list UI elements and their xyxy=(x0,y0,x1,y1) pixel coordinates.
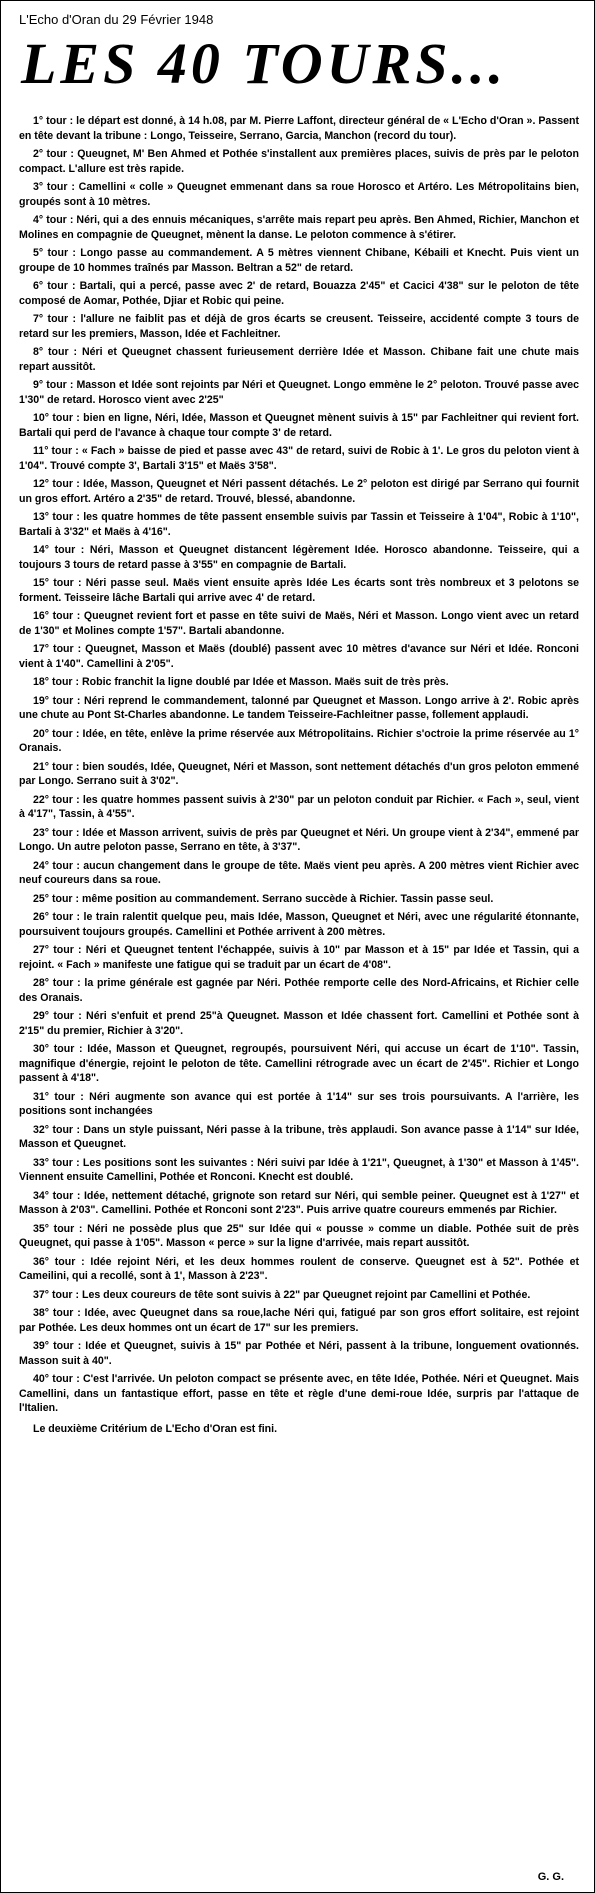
lap-paragraph: 27° tour : Néri et Queugnet tentent l'échappée, suivis à 10" par Masson et à 15" par Idée et Tassin, qui a rejoint. « Fach » manifeste une fatigue qui se traduit par un écart de 4'08". xyxy=(19,944,579,971)
lap-paragraph: 37° tour : Les deux coureurs de tête sont suivis à 22" par Queugnet rejoint par Camellini et Pothée. xyxy=(33,1288,531,1301)
headline: LES 40 TOURS... xyxy=(21,31,507,96)
source-line: L'Echo d'Oran du 29 Février 1948 xyxy=(19,12,214,27)
lap-paragraph: 35° tour : Néri ne possède plus que 25" sur Idée qui « pousse » comme un diable. Pothée suit de près Queugnet, qui passe à 1'05". Masson « perce » sur la ligne d'arrivée, mais repart aussitôt. xyxy=(19,1222,579,1249)
lap-paragraph: 25° tour : même position au commandement. Serrano succède à Richier. Tassin passe seul. xyxy=(33,892,494,905)
lap-paragraph: 16° tour : Queugnet revient fort et passe en tête suivi de Maës, Néri et Masson. Longo vient avec un retard de 1'30" et Molines compte 1'57". Bartali abandonne. xyxy=(19,610,579,637)
lap-paragraph: 17° tour : Queugnet, Masson et Maës (doublé) passent avec 10 mètres d'avance sur Néri et Idée. Ronconi vient à 1'40". Camellini à 2'05". xyxy=(19,643,579,670)
lap-paragraph: 24° tour : aucun changement dans le groupe de tête. Maës vient peu après. A 200 mètres vient Richier avec neuf coureurs dans sa roue. xyxy=(19,859,579,886)
lap-paragraph: 21° tour : bien soudés, Idée, Queugnet, Néri et Masson, sont nettement détachés d'un gros peloton emmené par Longo. Serrano suit à 3'02". xyxy=(19,760,579,787)
lap-paragraph: 20° tour : Idée, en tête, enlève la prime réservée aux Métropolitains. Richier s'octroie la prime réservée au 1° Oranais. xyxy=(19,727,579,754)
lap-paragraph: 6° tour : Bartali, qui a percé, passe avec 2' de retard, Bouazza 2'45" et Cacici 4'38" sur le peloton de tête composé de Aomar, Pothée, Djiar et Robic qui peine. xyxy=(19,280,579,307)
lap-paragraph: 33° tour : Les positions sont les suivantes : Néri suivi par Idée à 1'21", Queugnet, à 1'30" et Masson à 1'45". Viennent ensuite Camellini, Pothée et Ronconi. Knecht est doublé. xyxy=(19,1156,579,1183)
lap-paragraph: 40° tour : C'est l'arrivée. Un peloton compact se présente avec, en tête Idée, Pothée. Néri et Queugnet. Mais Camellini, dans un fantastique effort, passe en tête et règle d'une demi-roue Idée, surpris par l'attaque de l'Italien. xyxy=(19,1373,579,1414)
lap-paragraph: 36° tour : Idée rejoint Néri, et les deux hommes roulent de conserve. Queugnet est à 52". Pothée et Cameilini, qui a recollé, sont à 1', Masson à 2'23". xyxy=(19,1255,579,1282)
lap-paragraph: 8° tour : Néri et Queugnet chassent furieusement derrière Idée et Masson. Chibane fait une chute mais repart aussitôt. xyxy=(19,346,579,373)
lap-paragraph: 12° tour : Idée, Masson, Queugnet et Néri passent détachés. Le 2° peloton est dirigé par Serrano qui fournit un gros effort. Artéro a 2'35" de retard. Trouvé, blessé, abandonne. xyxy=(19,478,579,505)
lap-paragraph: 38° tour : Idée, avec Queugnet dans sa roue,lache Néri qui, fatigué par son gros effort solitaire, est rejoint par Pothée. Les deux hommes ont un écart de 17" sur les premiers. xyxy=(19,1307,579,1334)
closing-line: Le deuxième Critérium de L'Echo d'Oran est fini. xyxy=(33,1422,278,1435)
lap-paragraph: 13° tour : les quatre hommes de tête passent ensemble suivis par Tassin et Teisseire à 1'04", Robic à 1'10", Bartali à 3'32" et Maës à 4'16". xyxy=(19,511,579,538)
lap-paragraph: 39° tour : Idée et Queugnet, suivis à 15" par Pothée et Néri, passent à la tribune, longuement ovationnés. Masson suit à 40". xyxy=(19,1340,579,1367)
lap-paragraph: 4° tour : Néri, qui a des ennuis mécaniques, s'arrête mais repart peu après. Ben Ahmed, Richier, Manchon et Molines en compagnie de Queugnet, mènent la danse. Le peloton commence à s'étirer. xyxy=(19,214,579,241)
lap-paragraph: 18° tour : Robic franchit la ligne doublé par Idée et Masson. Maës suit de très près. xyxy=(33,676,449,688)
lap-paragraph: 7° tour : l'allure ne faiblit pas et déjà de gros écarts se creusent. Teisseire, accidenté compte 3 tours de retard sur les premiers, Masson, Idée et Fachleitner. xyxy=(19,313,579,340)
lap-paragraph: 19° tour : Néri reprend le commandement, talonné par Queugnet et Masson. Longo arrive à 2'. Robic après une chute au Pont St-Charles abandonne. Le tandem Teisseire-Fachleitner passe, follement applaudi. xyxy=(19,694,579,721)
lap-paragraph: 26° tour : le train ralentit quelque peu, mais Idée, Masson, Queugnet et Néri, avec une régularité étonnante, poursuivent toujours groupés. Camellini et Pothée arrivent à 200 mètres. xyxy=(19,911,579,938)
lap-paragraph: 1° tour : le départ est donné, à 14 h.08, par M. Pierre Laffont, directeur général de « L'Echo d'Oran ». Passent en tête devant la tribune : Longo, Teisseire, Serrano, Garcia, Manchon (record du tour). xyxy=(19,115,579,142)
lap-paragraph: 22° tour : les quatre hommes passent suivis à 2'30" par un peloton conduit par Richier. « Fach », seul, vient à 4'17", Tassin, à 4'55". xyxy=(19,793,579,820)
lap-paragraph: 29° tour : Néri s'enfuit et prend 25"à Queugnet. Masson et Idée chassent fort. Camellini et Pothée sont à 2'15" du premier, Richier à 3'20". xyxy=(19,1010,579,1037)
lap-paragraph: 28° tour : la prime générale est gagnée par Néri. Pothée remporte celle des Nord-Africains, et Richier celle des Oranais. xyxy=(19,977,579,1004)
lap-paragraph: 2° tour : Queugnet, M' Ben Ahmed et Pothée s'installent aux premières places, suivis de près par le peloton compact. L'allure est très rapide. xyxy=(19,148,579,175)
lap-paragraph: 9° tour : Masson et Idée sont rejoints par Néri et Queugnet. Longo emmène le 2° peloton. Trouvé passe avec 1'30" de retard. Horosco vient avec 2'25" xyxy=(19,379,579,406)
lap-paragraph: 15° tour : Néri passe seul. Maës vient ensuite après Idée Les écarts sont très nombreux et 3 pelotons se forment. Teisseire lâche Bartali qui arrive avec 4' de retard. xyxy=(19,577,579,604)
lap-paragraph: 31° tour : Néri augmente son avance qui est portée à 1'14" sur ses trois poursuivants. A l'arrière, les positions sont inchangées xyxy=(19,1090,579,1117)
lap-paragraph: 23° tour : Idée et Masson arrivent, suivis de près par Queugnet et Néri. Un groupe vient à 2'34", emmené par Longo. Un autre peloton passe, Serrano en tête, à 3'37". xyxy=(19,826,579,853)
article-body xyxy=(19,114,579,1436)
lap-paragraph: 14° tour : Néri, Masson et Queugnet distancent légèrement Idée. Horosco abandonne. Teisseire, qui a toujours 3 tours de retard passe à 3'55" en compagnie de Bartali. xyxy=(19,544,579,571)
lap-paragraph: 11° tour : « Fach » baisse de pied et passe avec 43" de retard, suivi de Robic à 1'. Le gros du peloton vient à 1'04". Trouvé compte 3', Bartali 3'15" et Maës 3'58". xyxy=(19,445,579,472)
lap-paragraph: 5° tour : Longo passe au commandement. A 5 mètres viennent Chibane, Kébaili et Knecht. Puis vient un groupe de 10 hommes traînés par Masson. Beltran a 52" de retard. xyxy=(19,247,579,274)
lap-paragraph: 34° tour : Idée, nettement détaché, grignote son retard sur Néri, qui semble peiner. Queugnet est à 1'27" et Masson à 2'03". Camellini. Pothée et Ronconi sont 2'23". Puis arrive quatre coureurs emmenés par Richier. xyxy=(19,1189,579,1216)
author-signature: G. G. xyxy=(537,1871,564,1883)
lap-paragraph: 32° tour : Dans un style puissant, Néri passe à la tribune, très applaudi. Son avance passe à 1'14" sur Idée, Masson et Queugnet. xyxy=(19,1123,579,1150)
lap-paragraph: 30° tour : Idée, Masson et Queugnet, regroupés, poursuivent Néri, qui accuse un écart de 1'10". Tassin, magnifique d'énergie, rejoint le peloton de tête. Camellini rétrograde avec un écart de 2'45". Richier et Longo passent à 4'18". xyxy=(19,1043,579,1084)
lap-paragraph: 3° tour : Camellini « colle » Queugnet emmenant dans sa roue Horosco et Artéro. Les Métropolitains bien, groupés sont à 10 mètres. xyxy=(19,181,579,208)
lap-paragraph: 10° tour : bien en ligne, Néri, Idée, Masson et Queugnet mènent suivis à 15" par Fachleitner qui revient fort. Bartali qui perd de l'avance à chaque tour compte 3' de retard. xyxy=(19,412,579,439)
